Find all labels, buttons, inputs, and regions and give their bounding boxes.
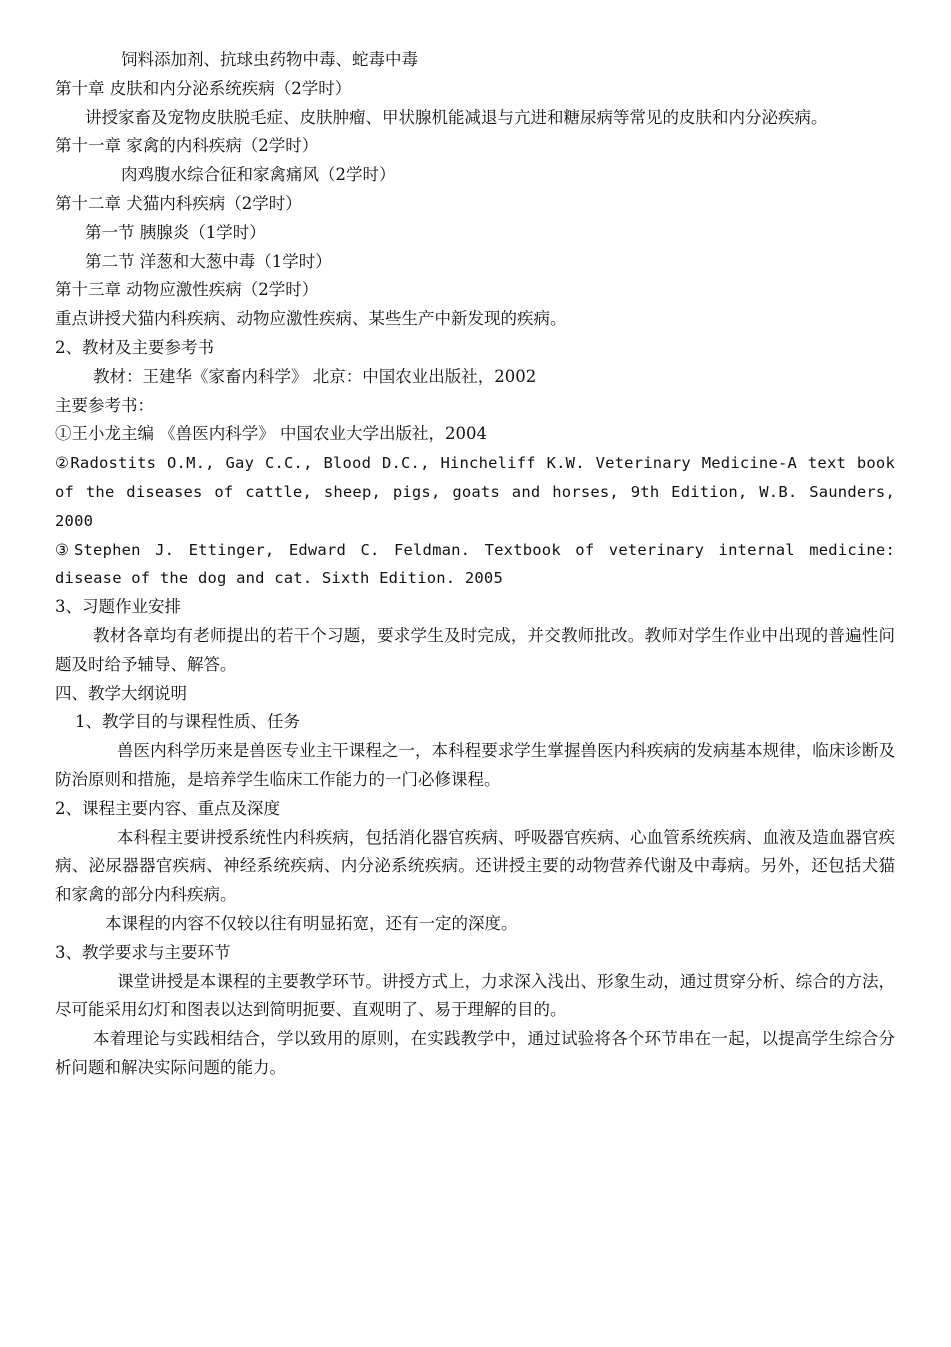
references-title: 主要参考书： [55, 395, 154, 415]
paragraph: 课堂讲授是本课程的主要教学环节。讲授方式上，力求深入浅出、形象生动，通过贯穿分析、综合的方法，尽可能采用幻灯和图表以达到简明扼要、直观明了、易于理解的目的。 [55, 971, 895, 1020]
section-title: 3、教学要求与主要环节 [55, 942, 231, 962]
text-line: 重点讲授犬猫内科疾病、动物应激性疾病、某些生产中新发现的疾病。 [55, 309, 567, 329]
paragraph: 本着理论与实践相结合，学以致用的原则，在实践教学中，通过试验将各个环节串在一起，以提高学生综合分析问题和解决实际问题的能力。 [55, 1029, 895, 1077]
chapter-heading: 第十一章 家禽的内科疾病（2学时） [55, 136, 319, 156]
paragraph: 讲授家畜及宠物皮肤脱毛症、皮肤肿瘤、甲状腺机能减退与亢进和糖尿病等常见的皮肤和内分泌疾病。 [85, 107, 828, 127]
textbook-line: 教材：王建华《家畜内科学》 北京：中国农业出版社，2002 [93, 366, 537, 386]
reference-item: ①王小龙主编 《兽医内科学》 中国农业大学出版社，2004 [55, 424, 487, 444]
section-title: 3、习题作业安排 [55, 597, 181, 617]
paragraph: 教材各章均有老师提出的若干个习题，要求学生及时完成，并交教师批改。教师对学生作业中出现的普遍性问题及时给予辅导、解答。 [55, 625, 895, 674]
reference-item: ②Radostits O.M., Gay C.C., Blood D.C., Hincheliff K.W. Veterinary Medicine-A text book of the diseases of cattle, sheep, pigs, goats and horses, 9th Edition, W.B. Saunders, 2000 [55, 454, 895, 530]
chapter-heading: 第十章 皮肤和内分泌系统疾病（2学时） [55, 78, 352, 98]
paragraph: 兽医内科学历来是兽医专业主干课程之一，本科程要求学生掌握兽医内科疾病的发病基本规律，临床诊断及防治原则和措施，是培养学生临床工作能力的一门必修课程。 [55, 741, 895, 789]
paragraph: 本科程主要讲授系统性内科疾病，包括消化器官疾病、呼吸器官疾病、心血管系统疾病、血液及造血器官疾病、泌尿器器官疾病、神经系统疾病、内分泌系统疾病。还讲授主要的动物营养代谢及中毒病。另外，还包括犬猫和家禽的部分内科疾病。 [55, 827, 895, 905]
document-page [55, 46, 895, 1083]
section-heading: 第二节 洋葱和大葱中毒（1学时） [85, 251, 332, 271]
text-line: 肉鸡腹水综合征和家禽痛风（2学时） [121, 165, 396, 185]
section-title: 四、教学大纲说明 [55, 683, 187, 703]
chapter-heading: 第十二章 犬猫内科疾病（2学时） [55, 193, 302, 213]
section-title: 1、教学目的与课程性质、任务 [75, 712, 300, 732]
section-title: 2、教材及主要参考书 [55, 337, 214, 357]
reference-item: ③Stephen J. Ettinger, Edward C. Feldman. Textbook of veterinary internal medicine: disease of the dog and cat. Sixth Edition. 2005 [55, 540, 895, 588]
text-line: 饲料添加剂、抗球虫药物中毒、蛇毒中毒 [121, 50, 418, 69]
section-title: 2、课程主要内容、重点及深度 [55, 798, 280, 818]
paragraph: 本课程的内容不仅较以往有明显拓宽，还有一定的深度。 [105, 913, 518, 933]
chapter-heading: 第十三章 动物应激性疾病（2学时） [55, 280, 319, 300]
section-heading: 第一节 胰腺炎（1学时） [85, 222, 266, 242]
